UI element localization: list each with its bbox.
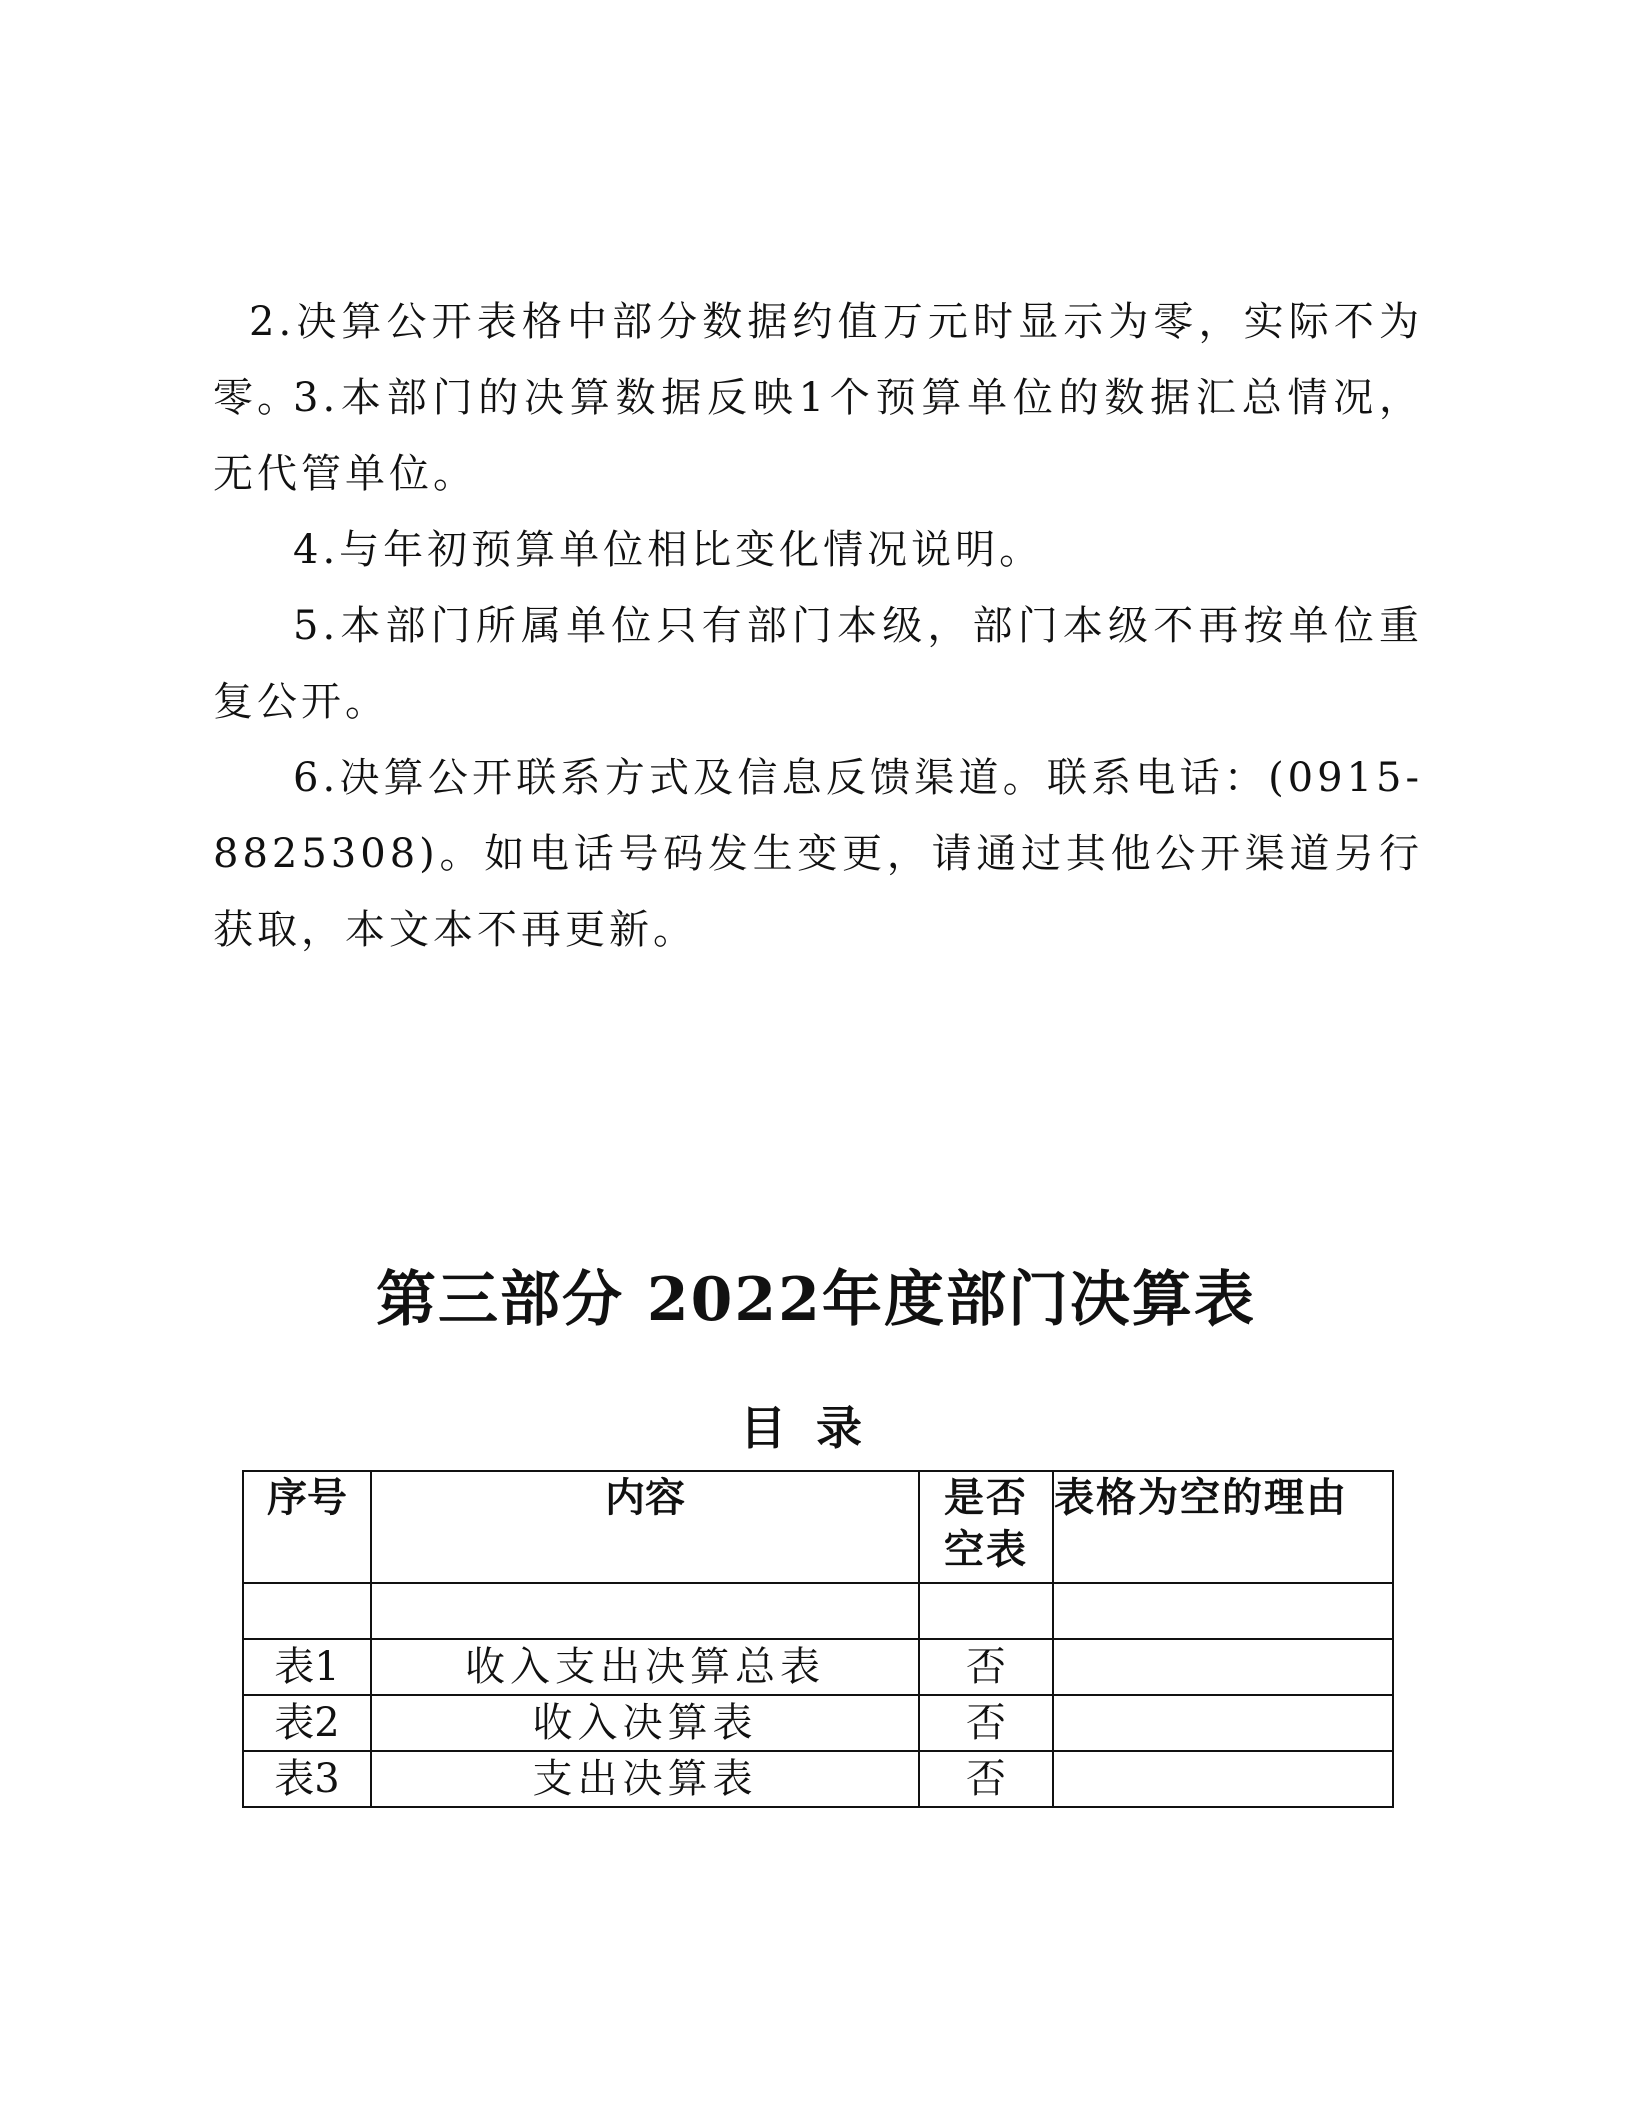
- paragraph-4: 4.与年初预算单位相比变化情况说明。: [293, 527, 1044, 573]
- header-reason: 表格为空的理由: [1053, 1471, 1393, 1583]
- row-content: 支出决算表: [371, 1751, 919, 1807]
- blank-cell: [371, 1583, 919, 1639]
- header-is-empty-line2: 空表: [944, 1526, 1028, 1573]
- paragraph-5: 5.本部门所属单位只有部门本级，部门本级不再按单位重复公开。: [213, 603, 1423, 725]
- toc-table: [242, 1470, 1394, 1808]
- row-no: 表1: [243, 1639, 371, 1695]
- row-is-empty: 否: [919, 1751, 1053, 1807]
- blank-cell: [243, 1583, 371, 1639]
- row-is-empty: 否: [919, 1639, 1053, 1695]
- row-content: 收入支出决算总表: [371, 1639, 919, 1695]
- toc-blank-row: [243, 1583, 1393, 1639]
- header-content: 内容: [371, 1471, 919, 1583]
- row-reason: [1053, 1695, 1393, 1751]
- row-reason: [1053, 1639, 1393, 1695]
- header-is-empty: [919, 1471, 1053, 1583]
- toc-header-row: [243, 1471, 1393, 1583]
- header-is-empty-line1: 是否: [944, 1474, 1028, 1521]
- row-no: 表2: [243, 1695, 371, 1751]
- toc-title: 目录: [740, 1401, 892, 1455]
- blank-cell: [1053, 1583, 1393, 1639]
- table-row: [243, 1695, 1393, 1751]
- row-content: 收入决算表: [371, 1695, 919, 1751]
- blank-cell: [919, 1583, 1053, 1639]
- header-no: 序号: [243, 1471, 371, 1583]
- row-is-empty: 否: [919, 1695, 1053, 1751]
- paragraph-3: 3.本部门的决算数据反映1个预算单位的数据汇总情况，无代管单位。: [213, 375, 1423, 497]
- row-reason: [1053, 1751, 1393, 1807]
- row-no: 表3: [243, 1751, 371, 1807]
- table-row: [243, 1639, 1393, 1695]
- paragraph-2: 2.决算公开表格中部分数据约值万元时显示为零，实际不为零。: [213, 299, 1423, 421]
- paragraph-6: 6.决算公开联系方式及信息反馈渠道。联系电话：(0915-8825308)。如电话号码发生变更，请通过其他公开渠道另行获取，本文本不再更新。: [213, 755, 1423, 953]
- part-title: 第三部分 2022年度部门决算表: [376, 1265, 1256, 1335]
- table-row: [243, 1751, 1393, 1807]
